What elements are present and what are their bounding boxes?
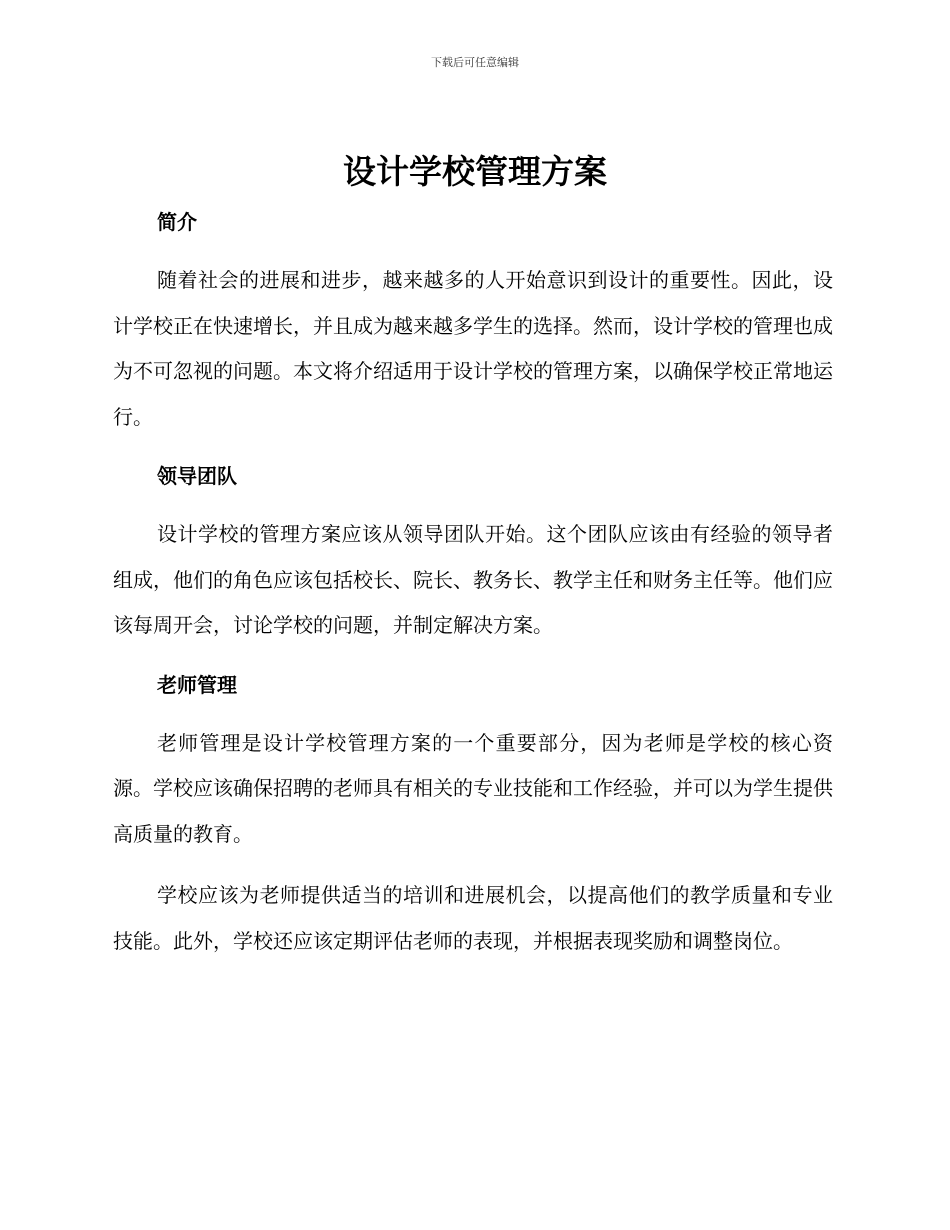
paragraph: 随着社会的进展和进步，越来越多的人开始意识到设计的重要性。因此，设计学校正在快速增长，并且成为越来越多学生的选择。然而，设计学校的管理也成为不可忽视的问题。本文将介绍适用于设计学校的管理方案，以确保学校正常地运行。 [113, 268, 833, 429]
section-heading: 老师管理 [157, 672, 237, 697]
section-intro [113, 202, 833, 456]
paragraph: 老师管理是设计学校管理方案的一个重要部分，因为老师是学校的核心资源。学校应该确保招聘的老师具有相关的专业技能和工作经验，并可以为学生提供高质量的教育。 [113, 730, 833, 846]
section-teacher-management [113, 665, 833, 965]
document-title: 设计学校管理方案 [343, 152, 607, 191]
paragraph: 设计学校的管理方案应该从领导团队开始。这个团队应该由有经验的领导者组成，他们的角色应该包括校长、院长、教务长、教学主任和财务主任等。他们应该每周开会，讨论学校的问题，并制定解决方案。 [113, 522, 833, 637]
paragraph: 学校应该为老师提供适当的培训和进展机会，以提高他们的教学质量和专业技能。此外，学校还应该定期评估老师的表现，并根据表现奖励和调整岗位。 [113, 883, 833, 953]
section-heading: 简介 [157, 210, 197, 234]
page-header-note: 下载后可任意编辑 [431, 56, 519, 69]
section-leadership [113, 456, 833, 665]
document-body [113, 202, 833, 964]
section-heading: 领导团队 [157, 464, 237, 488]
